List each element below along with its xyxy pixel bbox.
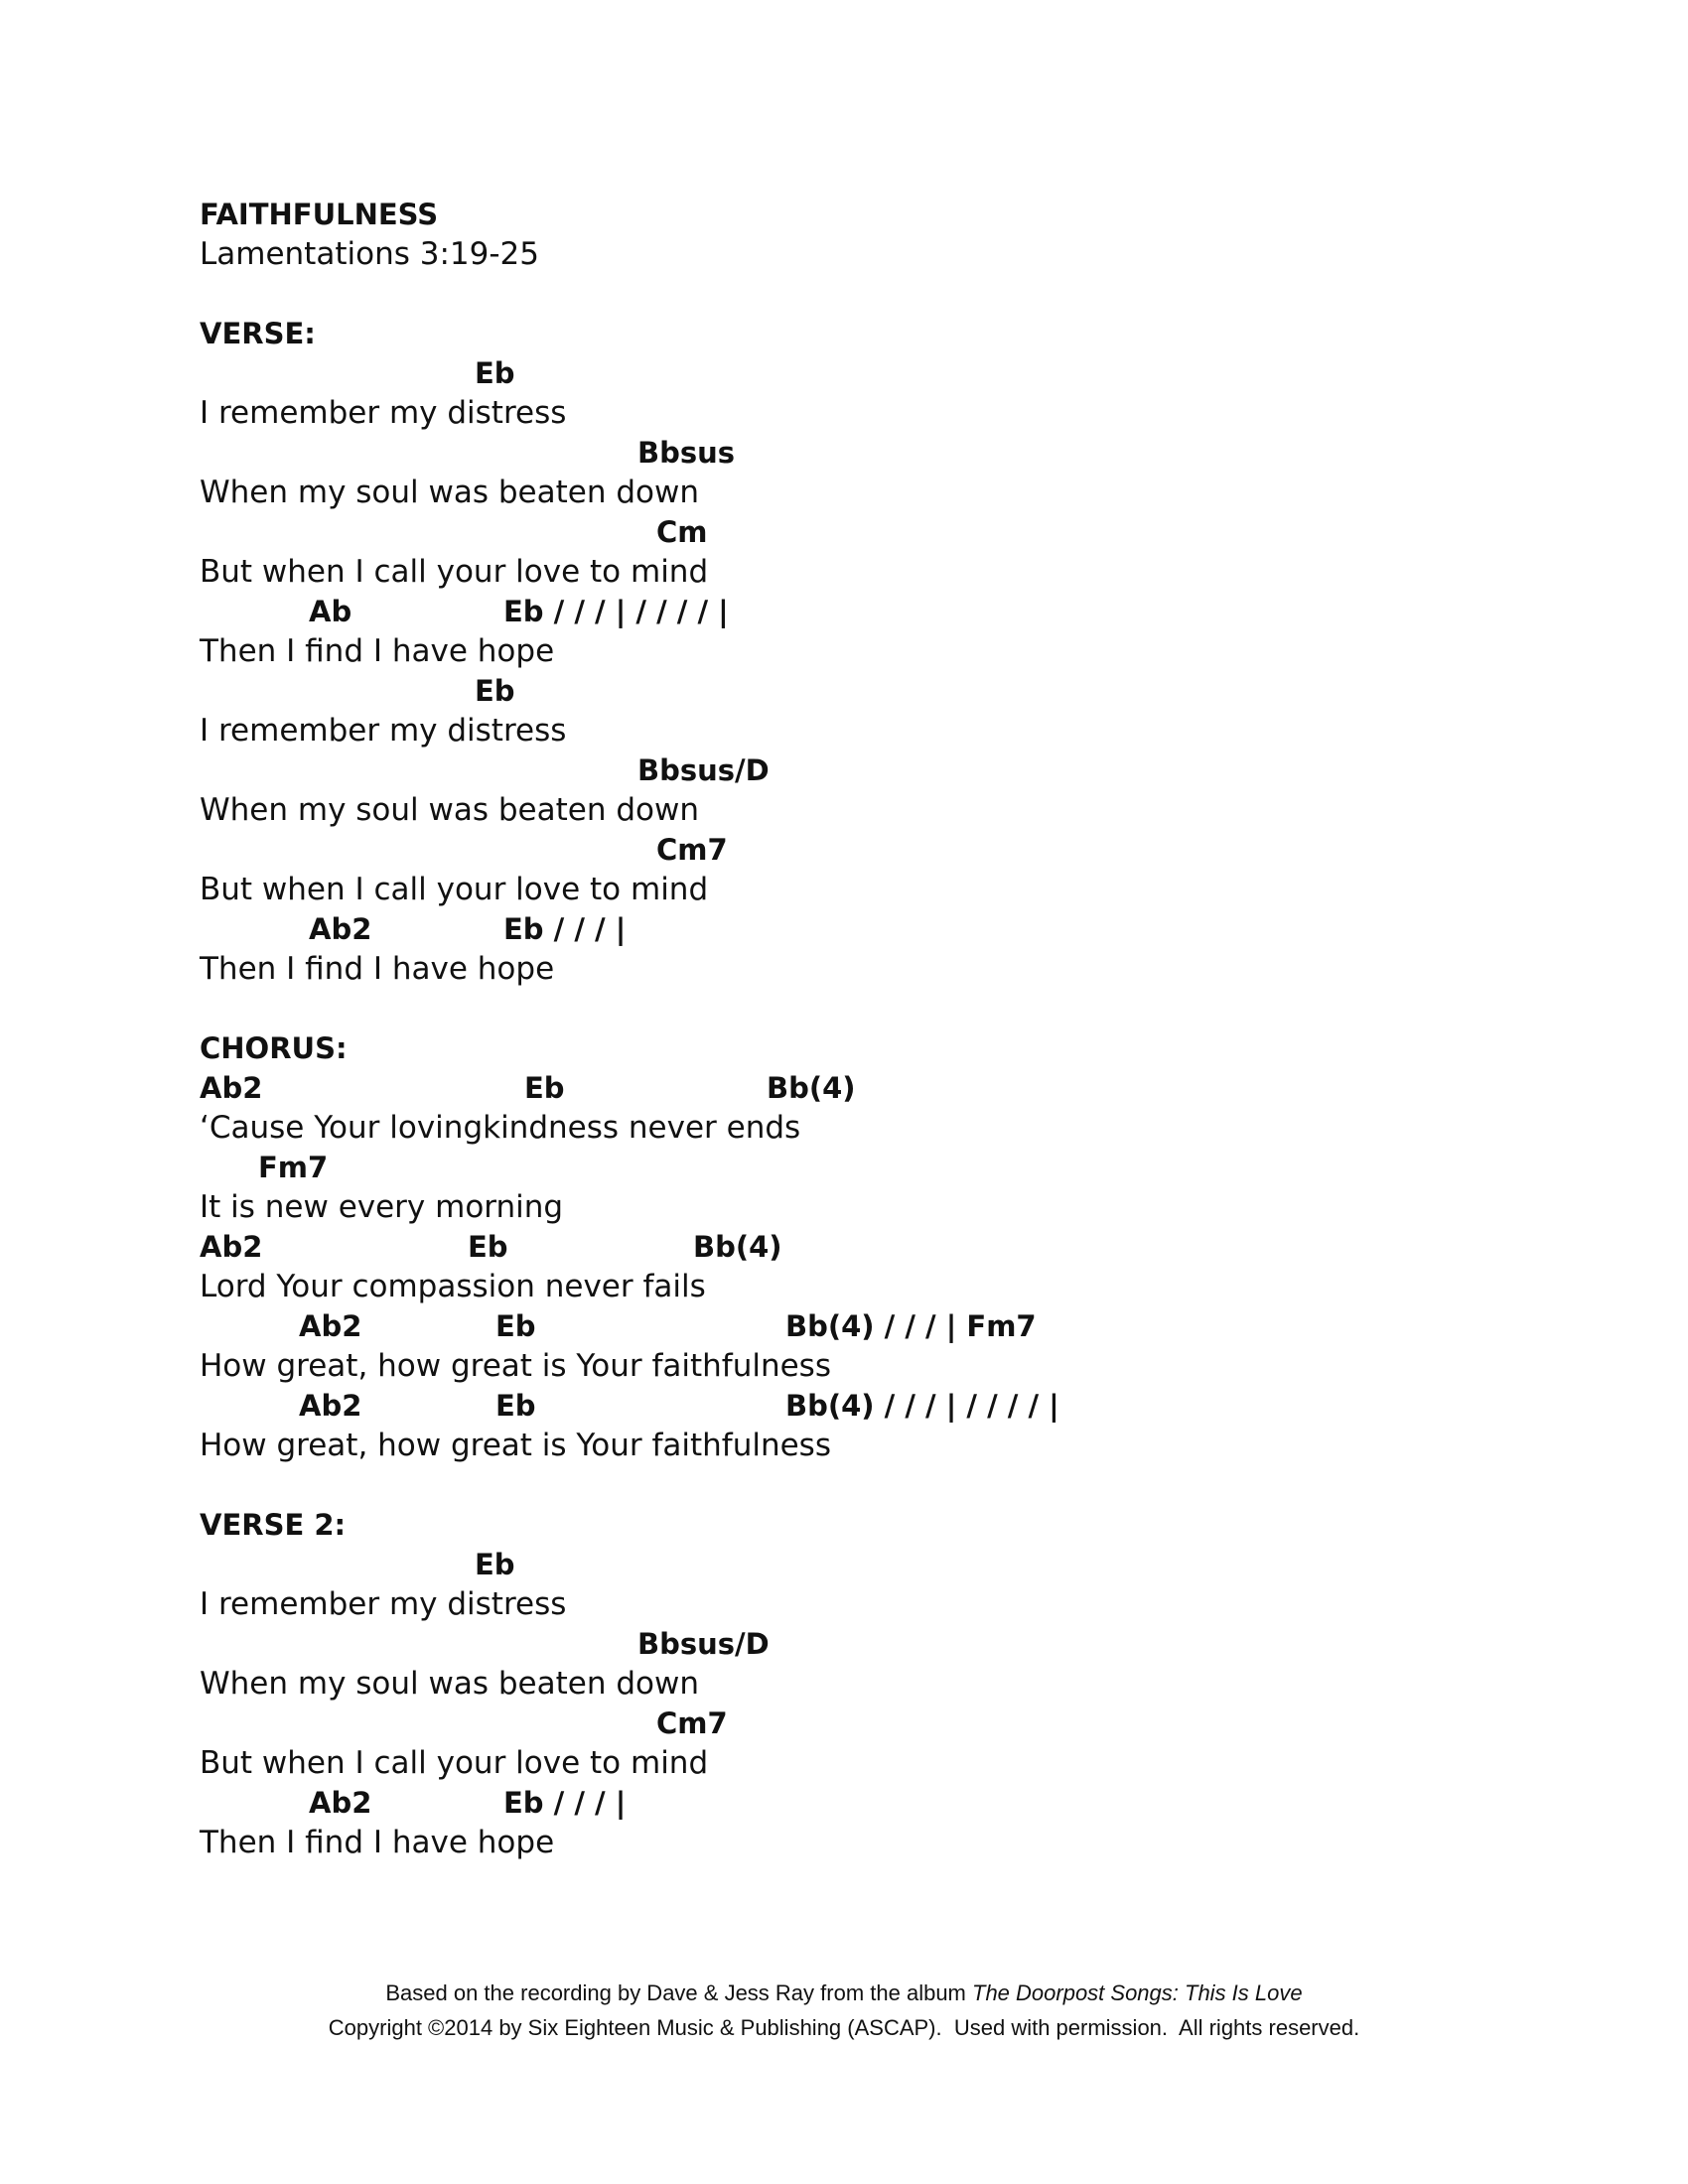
lyric-line: But when I call your love to mind [200,1745,709,1781]
lyric-line: It is new every morning [200,1189,564,1225]
scripture-reference: Lamentations 3:19-25 [200,236,539,272]
section-label-verse2: VERSE 2: [200,1508,347,1542]
chord: Bb(4) [693,1230,782,1264]
footer-copyright: Copyright ©2014 by Six Eighteen Music & Publishing (ASCAP). Used with permission. All rights reserved. [328,2015,1360,2040]
chord: Eb [475,356,515,390]
chord: Bb(4) [767,1071,856,1105]
chord: Bbsus/D [637,1627,770,1661]
lyric-line: How great, how great is Your faithfulness [200,1348,831,1384]
footer-credit-line [0,1976,1688,2010]
album-title: The Doorpost Songs: This Is Love [972,1980,1303,2005]
lyric-line: ‘Cause Your lovingkindness never ends [200,1110,801,1146]
lyric-line: Lord Your compassion never fails [200,1269,706,1304]
chord-line [200,512,1490,552]
footer-credit-text: Based on the recording by Dave & Jess Ray from the album [385,1980,972,2005]
verse-section [200,314,1490,989]
chord-line [200,751,1490,790]
chord-line [200,671,1490,711]
chord: Eb / / / | [503,912,627,946]
chord-line [200,830,1490,870]
lyric-line: I remember my distress [200,1586,567,1622]
chord: Eb [475,1548,515,1581]
chord-line [200,1306,1490,1346]
chorus-section [200,1028,1490,1465]
chord: Ab2 [299,1309,362,1343]
chord-line [200,1545,1490,1584]
chord: Eb [524,1071,565,1105]
chord-line [200,433,1490,473]
chord-line [200,1704,1490,1743]
chord: Cm7 [656,833,728,867]
lyric-line: When my soul was beaten down [200,475,699,510]
chord: Ab2 [200,1230,263,1264]
chord: Ab [309,595,352,628]
chord: Eb / / / | / / / / | [503,595,729,628]
lyric-line: Then I find I have hope [200,633,555,669]
chord: Fm7 [258,1151,329,1184]
chord: Bb(4) / / / | / / / / | [785,1389,1059,1423]
section-label-chorus: CHORUS: [200,1031,348,1065]
lyric-line: But when I call your love to mind [200,872,709,907]
chord-line [200,1227,1490,1267]
lyric-line: Then I find I have hope [200,951,555,987]
chord: Ab2 [309,912,372,946]
chord: Eb [495,1309,536,1343]
chord: Eb [475,674,515,708]
chord: Bbsus/D [637,753,770,787]
footer [0,1976,1688,2045]
lyric-line: How great, how great is Your faithfulness [200,1428,831,1463]
song-title: FAITHFULNESS [200,198,439,231]
chord-line [200,909,1490,949]
lyric-line: But when I call your love to mind [200,554,709,590]
chord-line [200,353,1490,393]
chord: Ab2 [200,1071,263,1105]
verse2-section [200,1505,1490,1862]
chord-sheet [200,195,1490,1862]
lyric-line: Then I find I have hope [200,1825,555,1860]
chord: Eb [495,1389,536,1423]
lyric-line: When my soul was beaten down [200,1666,699,1702]
chord-line [200,592,1490,631]
chord: Cm [656,515,708,549]
chord-line [200,1624,1490,1664]
chord: Ab2 [309,1786,372,1820]
chord: Cm7 [656,1706,728,1740]
chord: Ab2 [299,1389,362,1423]
chord-line [200,1386,1490,1426]
lyric-line: I remember my distress [200,395,567,431]
section-label-verse: VERSE: [200,317,316,350]
lyric-line: I remember my distress [200,713,567,749]
chord-line [200,1068,1490,1108]
chord: Eb [468,1230,508,1264]
chord: Bb(4) / / / | Fm7 [785,1309,1037,1343]
lyric-line: When my soul was beaten down [200,792,699,828]
chord: Bbsus [637,436,736,470]
chord-line [200,1148,1490,1187]
chord: Eb / / / | [503,1786,627,1820]
chord-line [200,1783,1490,1823]
